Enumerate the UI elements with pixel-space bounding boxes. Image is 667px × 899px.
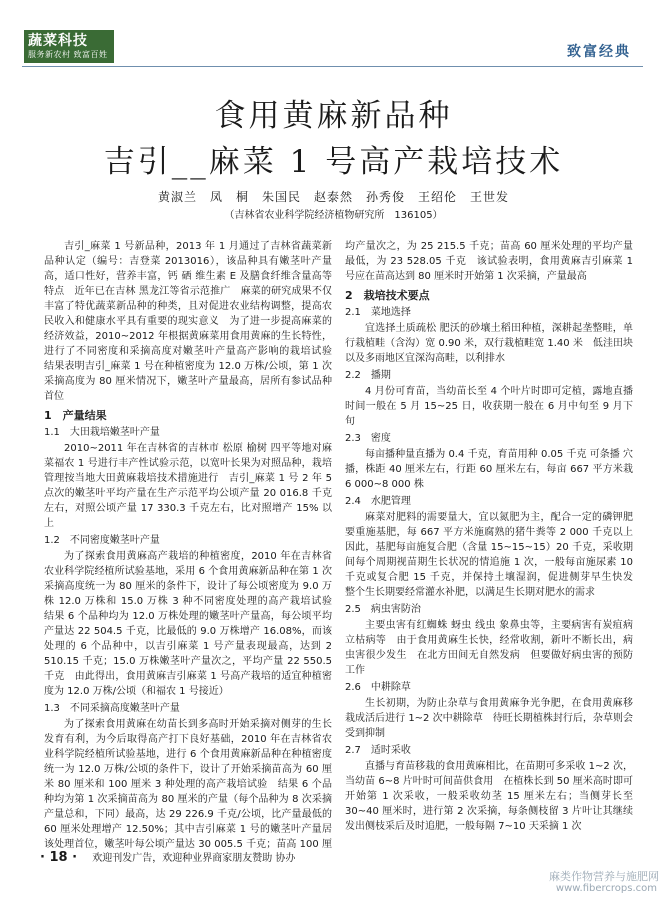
page-footer	[40, 849, 295, 865]
subsection-heading: 2.1 菜地选择	[345, 307, 411, 318]
body-paragraph: 直播与育苗移栽的食用黄麻相比，在苗期可多采收 1~2 次，当幼苗 6~8 片叶时可间苗供食用 在植株长到 50 厘米高时即可开始第 1 次采收，一般采收幼茎 15 厘米左右；当侧芽长至 30~40 厘米时，进行第 2 次采摘，每条侧枝留 3 片叶让其继续发出侧枝采后及时追肥，一般每隔 7~10 天采摘 1 次	[345, 761, 633, 832]
page-number: · 18 ·	[40, 850, 78, 865]
watermark-url: www.fibercrops.com	[555, 883, 657, 894]
subsection-heading: 2.6 中耕除草	[345, 682, 411, 693]
body-paragraph: 均产量次之，为 25 215.5 千克；苗高 60 厘米处理的平均产量最低，为 23 528.05 千克 该试验表明，食用黄麻吉引麻菜 1 号应在苗高达到 80 厘米时开始第 1 次采摘，产量最高	[345, 241, 633, 282]
article-title-line2: 吉引__麻菜 1 号高产栽培技术	[103, 144, 564, 180]
section-heading: 1 产量结果	[44, 409, 107, 422]
body-paragraph: 麻菜对肥料的需要量大，宜以氮肥为主，配合一定的磷钾肥 要重施基肥，每 667 平方米施腐熟的猪牛粪等 2 000 千克以上 因此，基肥每亩施复合肥（含量 15~15~15）20 千克，采收期间每个周期视苗期生长状况的情追施 1 次，一般每亩施尿素 10 千克或复合肥 15 千克，并保持土壤湿润，促进侧芽早生快发 整个生长期要经常灌水补肥，以满足生长期对肥水的需求	[345, 512, 633, 598]
subsection-heading: 1.2 不同密度嫩茎叶产量	[44, 535, 160, 546]
right-column	[345, 239, 633, 849]
left-column	[44, 239, 332, 849]
body-paragraph: 2010~2011 年在吉林省的吉林市 松原 榆树 四平等地对麻菜福农 1 号进行丰产性试验示范，以宽叶长果为对照品种，栽培管理按当地大田黄麻栽培技术措施进行 吉引_麻菜 1 号 2 年 5 点次的嫩茎叶平均产量在生产示范平均公顷产量 20 016.8 千克左右，对照公顷产量 17 330.3 千克左右，比对照增产 15% 以上	[44, 443, 332, 529]
subsection-heading: 2.7 适时采收	[345, 745, 411, 756]
subsection-heading: 2.4 水肥管理	[345, 496, 411, 507]
magazine-masthead	[24, 30, 114, 63]
body-paragraph: 每亩播种量直播为 0.4 千克，育苗用种 0.05 千克 可条播 穴播，株距 40 厘米左右，行距 60 厘米左右，每亩 667 平方米栽 6 000~8 000 株	[345, 449, 633, 490]
body-paragraph: 为了探索食用黄麻高产栽培的种植密度，2010 年在吉林省农业科学院经植所试验基地，采用 6 个食用黄麻新品种在第 1 次采摘高度统一为 80 厘米的条件下，设计了每公顷密度为 9.0 万株 12.0 万株和 15.0 万株 3 种不同密度处理的高产栽培试验 结果 6 个品种均为 12.0 万株处理的嫩茎叶产量高，每公顷平均产量达 22 504.5 千克，比最低的 9.0 万株增产 16.08%，而该处理的 6 个品种中，以吉引麻菜 1 号产量表现最高，达到 2 510.15 千克；15.0 万株嫩茎叶产量次之，平均产量 22 550.5 千克 由此得出，食用黄麻吉引麻菜 1 号高产栽培的适宜种植密度为 12.0 万株/公顷（和福农 1 号接近）	[44, 551, 332, 697]
magazine-name: 蔬菜科技	[28, 33, 88, 49]
watermark-title: 麻类作物营养与施肥网	[549, 870, 659, 883]
magazine-slogan: 服务新农村 致富百姓	[28, 50, 108, 59]
subsection-heading: 1.1 大田栽培嫩茎叶产量	[44, 427, 160, 438]
body-paragraph: 吉引_麻菜 1 号新品种，2013 年 1 月通过了吉林省蔬菜新品种认定（编号：吉登菜 2013016），该品种具有嫩茎叶产量高，适口性好，营养丰富，钙 硒 维生素 E 及膳食纤维含量高等特点 近年已在吉林 黑龙江等省示范推广 麻菜的研究成果不仅丰富了特优蔬菜新品种的种类，且对促进农业结构调整，提高农民收入和健康水平具有重要的现实意义 为了进一步提高麻菜的经济效益，2010~2012 年根据黄麻菜用食用黄麻的生长特性，进行了不同密度和采摘高度对嫩茎叶产量高产影响的栽培试验 结果表明吉引_麻菜 1 号在种植密度为 12.0 万株/公顷，第 1 次采摘高度为 80 厘米情况下，嫩茎叶产量最高，居所有参试品种首位	[44, 241, 332, 402]
subsection-heading: 2.5 病虫害防治	[345, 604, 421, 615]
article-title-line1: 食用黄麻新品种	[214, 98, 453, 134]
subsection-heading: 1.3 不同采摘高度嫩茎叶产量	[44, 703, 180, 714]
author-list: 黄淑兰 凤 桐 朱国民 赵泰然 孙秀俊 王绍伦 王世发	[157, 190, 509, 204]
section-heading: 2 栽培技术要点	[345, 289, 430, 302]
body-paragraph: 生长初期，为防止杂草与食用黄麻争光争肥，在食用黄麻移栽成活后进行 1~2 次中耕除草 待旺长期植株封行后，杂草则会受到抑制	[345, 698, 633, 739]
section-title: 致富经典	[567, 44, 631, 60]
body-paragraph: 主要虫害有红蜘蛛 蚜虫 线虫 象鼻虫等，主要病害有炭疽病 立枯病等 由于食用黄麻生长快，经常收割，新叶不断长出，病虫害很少发生 在北方田间无自然发病 但要做好病虫害的预防工作	[345, 620, 633, 676]
footer-notice: 欢迎刊发广告，欢迎种业界商家朋友赞助 协办	[92, 853, 296, 864]
body-paragraph: 4 月份可育苗，当幼苗长至 4 个叶片时即可定植，露地直播时间一般在 5 月 15~25 日，收获期一般在 6 月中旬至 9 月下旬	[345, 386, 633, 427]
body-paragraph: 为了探索食用黄麻在幼苗长到多高时开始采摘对侧芽的生长发育有利，为今后取得高产打下良好基础，2010 年在吉林省农业科学院经植所试验基地，进行 6 个食用黄麻新品种在种植密度统一为 12.0 万株/公顷的条件下，设计了开始采摘苗高为 60 厘米 80 厘米和 100 厘米 3 种处理的高产栽培试验 结果 6 个品种均为第 1 次采摘苗高为 80 厘米的产量（每个品种为 8 次采摘产量总和，下同）最高，达 29 226.9 千克/公顷，比产量最低的 60 厘米处理增产 12.50%；其中吉引麻菜 1 号的嫩茎叶产量居该处理首位，嫩茎叶每公顷产量达 30 005.5 千克；苗高 100 厘	[44, 719, 332, 849]
header-divider	[22, 66, 643, 67]
author-affiliation: （吉林省农业科学院经济植物研究所 136105）	[224, 210, 443, 221]
subsection-heading: 2.2 播期	[345, 370, 391, 381]
subsection-heading: 2.3 密度	[345, 433, 391, 444]
body-paragraph: 宜选择土质疏松 肥沃的砂壤土稻田种植，深耕起垄整畦，单行栽植畦（含沟）宽 0.90 米，双行栽植畦宽 1.40 米 低洼田块以及多雨地区宜深沟高畦，以利排水	[345, 323, 633, 364]
